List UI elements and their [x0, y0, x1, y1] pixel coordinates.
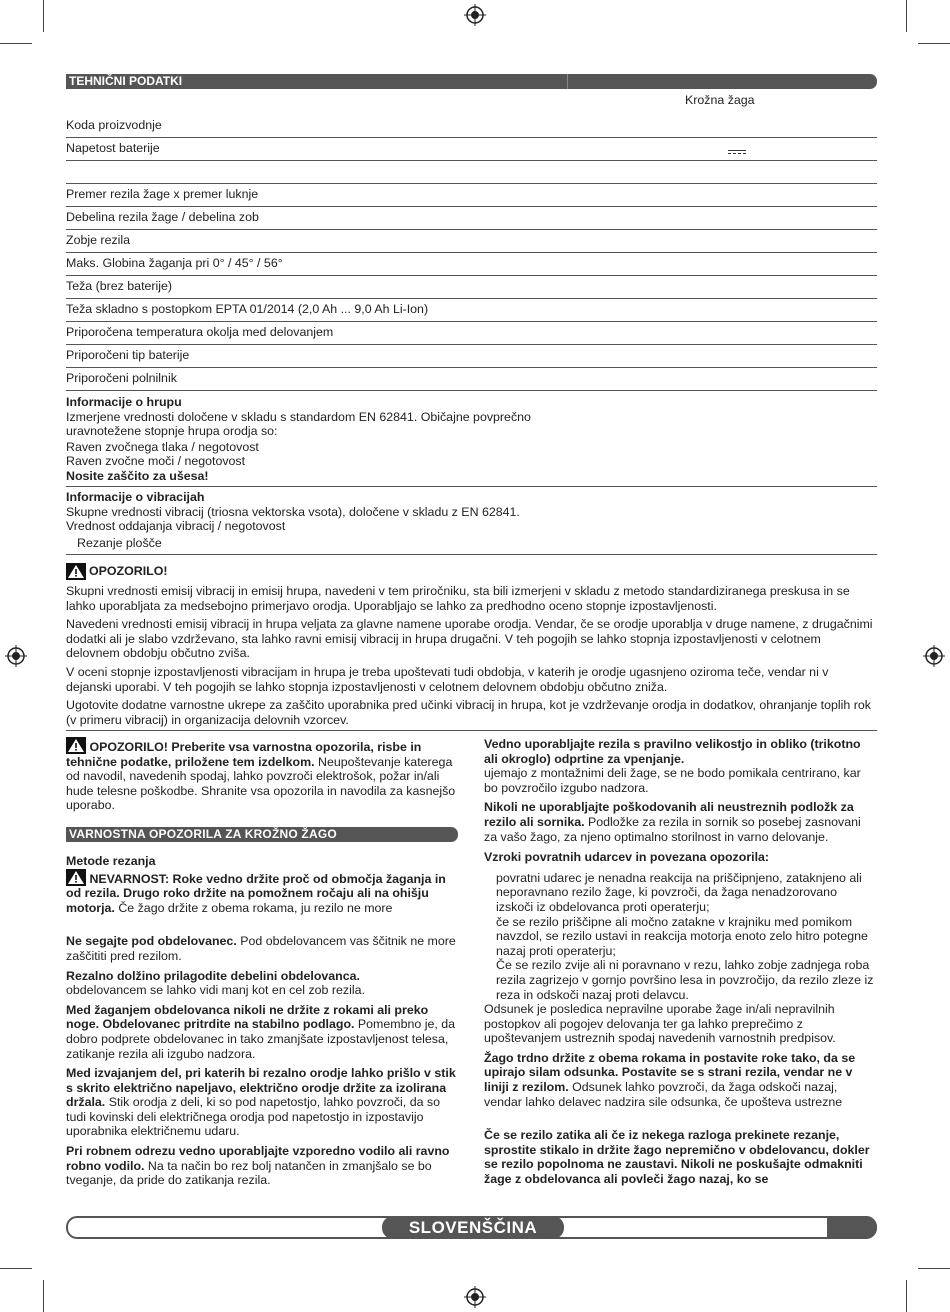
- safety-bold: Vedno uporabljajte rezila s pravilno velikostjo in obliko (trikotno ali okroglo) odprtine za vpenjanje.: [484, 737, 861, 766]
- safety-paragraph: Če se rezilo zatika ali če iz nekega razloga prekinete rezanje, sprostite stikalo in držite žago nepremično v obdelovancu, dokler se rezilo popolnoma ne zaustavi. Nikoli ne poskušajte odmakniti žage z obdelovanca ali povleči žago nazaj, ko se: [484, 1128, 870, 1187]
- noise-text: Raven zvočne moči / negotovost: [66, 454, 246, 469]
- spec-row: [66, 368, 877, 391]
- vibration-text: Skupne vrednosti vibracij (triosna vektorska vsota), določene v skladu z EN 62841.: [66, 504, 520, 519]
- safety-paragraph: [484, 800, 877, 844]
- spec-row: [66, 276, 877, 299]
- safety-text: Pomembno je, da dobro podprete obdelovanec in tako zmanjšate izpostavljenost telesa, zatikanje rezila ali izgubo nadzora.: [66, 1017, 456, 1061]
- registration-mark-icon: [5, 645, 27, 667]
- vibration-text: Vrednost oddajanja vibracij / negotovost: [66, 519, 286, 534]
- crop-mark: [43, 0, 44, 32]
- safety-bold: Rezalno dolžino prilagodite debelini obdelovanca.: [66, 968, 360, 983]
- safety-paragraph: Odsunek je posledica nepravilne uporabe žage in/ali nepravilnih postopkov ali pogojev delovanja ter ga lahko preprečimo z upoštevanjem ustreznih spodaj navedenih varnostnih predpisov.: [484, 1002, 836, 1046]
- spec-table-header: [66, 74, 877, 89]
- warning-triangle-icon: [66, 563, 86, 580]
- crop-mark: [0, 43, 32, 44]
- vibration-noise-warning: [66, 563, 877, 731]
- vibration-info-block: [66, 490, 877, 555]
- warning-paragraph: V oceni stopnje izpostavljenosti vibracijam in hrupa je treba upoštevati tudi obdobja, v katerih je orodje ugasnjeno oziroma teče, vendar ni v dejanski uporabi. V teh pogojih se lahko stopnja izpostavljenosti v celotnem delovnem obdobju občutno zniža.: [66, 664, 829, 694]
- spec-label: Debelina rezila žage / debelina zob: [66, 210, 259, 225]
- spec-label: Priporočeni polnilnik: [66, 371, 177, 386]
- spec-label: Zobje rezila: [66, 233, 131, 248]
- safety-text: Stik orodja z deli, ki so pod napetostjo, lahko povzroči, da so tudi kovinski deli električnega orodja pod napetostjo in izpostavijo uporabnika električnemu udaru.: [66, 1095, 441, 1139]
- spec-row: [66, 138, 877, 161]
- warning-heading: [66, 563, 877, 580]
- warning-title: OPOZORILO!: [89, 564, 168, 579]
- crop-mark: [918, 1268, 950, 1269]
- list-item: če se rezilo priščipne ali močno zatakne v krajniku med pomikom navzdol, se rezilo ustavi in reakcija motorja enoto zelo hitro potegne nazaj proti operaterju;: [496, 914, 868, 958]
- spec-table-title: TEHNIČNI PODATKI: [69, 74, 183, 88]
- kickback-list: [484, 871, 877, 1002]
- list-item: Če se rezilo zvije ali ni poravnano v rezu, lahko zobje zadnjega roba rezila zagrizejo v gornjo površino lesa in povzročijo, da rezilo zleze iz reza in odskoči nazaj proti delavcu.: [496, 958, 874, 1002]
- danger-paragraph: [66, 869, 458, 916]
- safety-paragraph: [484, 737, 877, 795]
- spec-row: [66, 230, 877, 253]
- safety-bold: Med izvajanjem del, pri katerih bi rezalno orodje lahko prišlo v stik s skrito električno napeljavo, električno orodje držite za izolirana držala.: [66, 1066, 456, 1110]
- spec-row: [66, 114, 877, 138]
- crop-mark: [43, 1280, 44, 1312]
- spec-row: [66, 253, 877, 276]
- ear-protection-note: Nosite zaščito za ušesa!: [66, 468, 209, 483]
- registration-mark-icon: [464, 4, 486, 26]
- safety-bold: Žago trdno držite z obema rokama in postavite roke tako, da se upirajo silam odsunka. Postavite se s strani rezila, vendar ne v liniji z rezilom.: [484, 1050, 856, 1095]
- safety-bold: Ne segajte pod obdelovanec.: [66, 934, 237, 949]
- spec-row: [66, 345, 877, 368]
- vibration-text: Rezanje plošče: [77, 535, 162, 550]
- vibration-title: Informacije o vibracijah: [66, 490, 205, 504]
- spec-label: Priporočeni tip baterije: [66, 348, 190, 363]
- noise-text: Izmerjene vrednosti določene v skladu s standardom EN 62841. Običajne povprečno: [66, 409, 531, 424]
- language-label: SLOVENŠČINA: [382, 1216, 564, 1239]
- safety-text: Na ta način bo rez bolj natančen in zmanjšalo se bo tveganje, da pride do zatikanja rezila.: [66, 1158, 432, 1188]
- footer-bar-end: [827, 1216, 877, 1239]
- danger-text: Če žago držite z obema rokama, ju rezilo ne more: [114, 900, 393, 915]
- general-warning: [66, 737, 458, 813]
- general-warning-text: Neupoštevanje katerega od navodil, navedenih spodaj, lahko povzroči elektrošok, požar in/ali hude telesne poškodbe. Shranite vsa opozorila in navodila za kasnejšo uporabo.: [66, 754, 456, 813]
- spec-row: [66, 299, 877, 322]
- spec-label: Maks. Globina žaganja pri 0° / 45° / 56°: [66, 256, 283, 271]
- spec-label: Koda proizvodnje: [66, 118, 162, 133]
- noise-text: uravnotežene stopnje hrupa orodja so:: [66, 424, 278, 439]
- safety-paragraph: [66, 1066, 458, 1139]
- danger-bold: NEVARNOST: Roke vedno držite proč od območja žaganja in od rezila. Drugo roko držite na pomožnem ročaju ali na ohišju motorja.: [66, 871, 446, 915]
- warning-triangle-icon: [66, 737, 86, 754]
- right-column: [484, 737, 877, 1192]
- spec-label: Teža (brez baterije): [66, 279, 173, 294]
- section-header: VARNOSTNA OPOZORILA ZA KROŽNO ŽAGO: [66, 827, 458, 842]
- registration-mark-icon: [464, 1286, 486, 1308]
- safety-paragraph: [484, 1051, 877, 1109]
- safety-paragraph: [66, 1144, 458, 1188]
- safety-bold: Med žaganjem obdelovanca nikoli ne držite z rokami ali preko noge. Obdelovanec pritrdite na stabilno podlago.: [66, 1002, 429, 1032]
- warning-paragraph: Skupni vrednosti emisij vibracij in emisij hrupa, navedeni v tem priročniku, sta bili izmerjeni v skladu z metodo standardiziranega preskusa in se lahko uporabljata za medsebojno primerjavo orodja. Uporabljajo se lahko za predhodno oceno stopnje izpostavljenosti.: [66, 584, 850, 613]
- crop-mark: [906, 0, 907, 32]
- crop-mark: [0, 1268, 32, 1269]
- safety-text: Pod obdelovancem vas ščitnik ne more zaščititi pred rezilom.: [66, 934, 456, 963]
- spec-row: [66, 322, 877, 345]
- spec-row: [66, 184, 877, 207]
- safety-bold: Pri robnem odrezu vedno uporabljajte vzporedno vodilo ali ravno robno vodilo.: [66, 1144, 450, 1173]
- noise-title: Informacije o hrupu: [66, 395, 182, 409]
- safety-text: Podložke za rezila in sornik so posebej zasnovani za vašo žago, za njeno optimalno storilnost in varno delovanje.: [484, 814, 861, 844]
- spec-column-title: Krožna žaga: [685, 93, 755, 107]
- spec-label: Teža skladno s postopkom EPTA 01/2014 (2,0 Ah ... 9,0 Ah Li-Ion): [66, 302, 429, 317]
- spec-row: [66, 161, 877, 184]
- noise-info-block: [66, 394, 877, 487]
- list-item: povratni udarec je nenadna reakcija na priščipnjeno, zataknjeno ali neporavnano rezilo žage, ki povzroči, da žaga nenadzorovano izskoči iz obdelovanca proti operaterju;: [496, 870, 862, 914]
- crop-mark: [906, 1280, 907, 1312]
- spec-label: Premer rezila žage x premer luknje: [66, 187, 259, 202]
- crop-mark: [918, 43, 950, 44]
- safety-bold: Nikoli ne uporabljajte poškodovanih ali neustreznih podložk za rezilo ali sornika.: [484, 800, 854, 829]
- noise-text: Raven zvočnega tlaka / negotovost: [66, 439, 259, 454]
- registration-mark-icon: [923, 645, 945, 667]
- header-divider: [567, 74, 568, 89]
- safety-paragraph: [66, 969, 458, 998]
- general-warning-bold: OPOZORILO! Preberite vsa varnostna opozorila, risbe in tehnične podatke, priložene tem izdelkom.: [66, 740, 422, 769]
- safety-text: Odsunek lahko povzroči, da žaga odskoči nazaj, vendar lahko delavec nadzira sile odsunka, če upošteva ustrezne: [484, 1080, 843, 1109]
- safety-paragraph: [66, 1003, 458, 1061]
- safety-text: obdelovancem se lahko vidi manj kot en cel zob rezila.: [66, 983, 365, 998]
- safety-paragraph: [66, 934, 458, 963]
- methods-title: Metode rezanja: [66, 853, 156, 868]
- left-column: [66, 737, 458, 1193]
- spec-label: Priporočena temperatura okolja med delovanjem: [66, 325, 334, 340]
- dc-symbol-icon: [728, 150, 746, 156]
- spec-row: [66, 207, 877, 230]
- kickback-title: Vzroki povratnih udarcev in povezana opozorila:: [484, 850, 770, 865]
- warning-paragraph: Navedeni vrednosti emisij vibracij in hrupa veljata za glavne namene uporabe orodja. Vendar, če se orodje uporablja v druge namene, z drugačnimi dodatki ali je slabo vzdrževano, sta lahko ravni emisij vibracij in hrupa drugačni. V teh pogojih se lahko stopnja izpostavljenosti v celotnem delovnem obdobju občutno zviša.: [66, 617, 873, 661]
- warning-triangle-icon: [66, 869, 86, 886]
- safety-text: ujemajo z montažnimi deli žage, se ne bodo pomikala centrirano, kar bo povzročilo izgubo nadzora.: [484, 766, 861, 795]
- spec-label: Napetost baterije: [66, 141, 160, 156]
- warning-paragraph: Ugotovite dodatne varnostne ukrepe za zaščito uporabnika pred učinki vibracij in hrupa, kot je vzdrževanje orodja in dodatkov, ohranjanje toplih rok (v primeru vibracij) in organizacija delovnih vzorcev.: [66, 698, 871, 727]
